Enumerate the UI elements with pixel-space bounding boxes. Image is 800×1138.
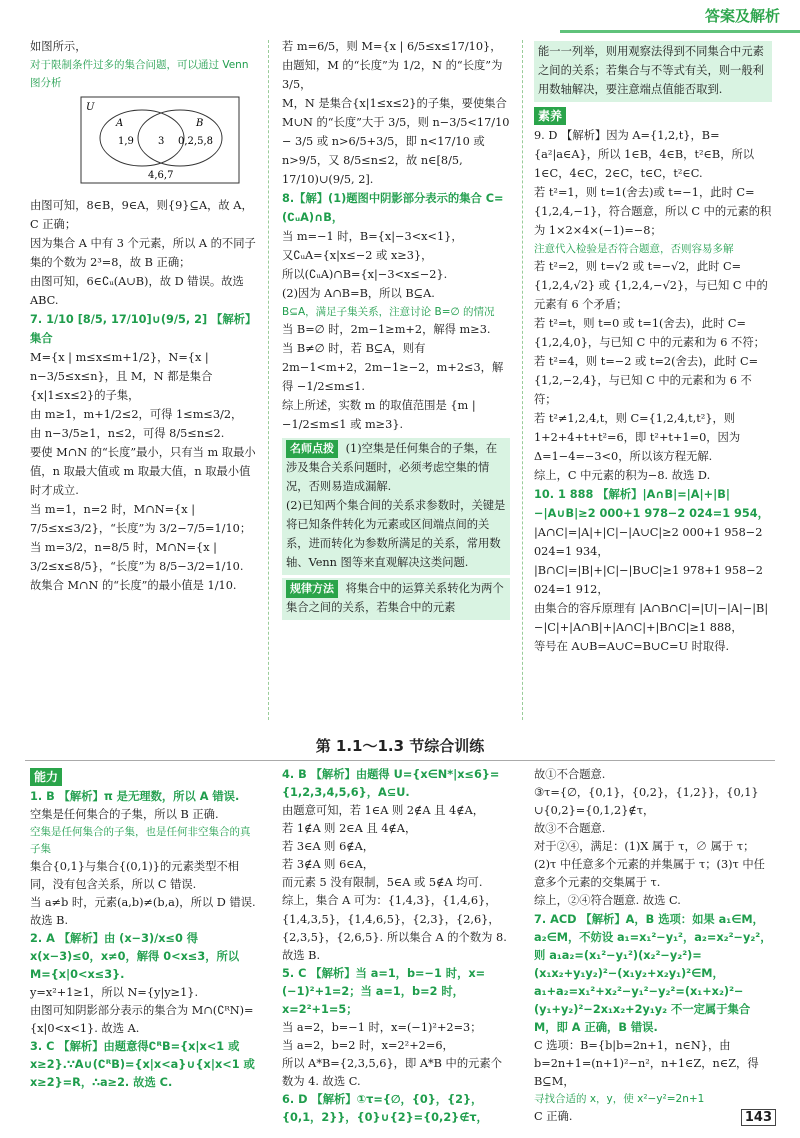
header-rule: [560, 30, 800, 33]
column-divider: [268, 40, 269, 720]
method-box-continued: [534, 41, 772, 102]
text-line: 若 1∉A 则 2∈A 且 4∉A，: [282, 822, 417, 836]
venn-b-only: 0,2,5,8: [178, 136, 213, 148]
text-line: 由图可知，8∈B，9∈A，则{9}⊆A，故 A，C 正确；: [30, 199, 253, 232]
text-line: 综上，集合 A 可为：{1,4,3}，{1,4,6}，{1,4,3,5}，{1,4,6,5}，{2,3}，{2,6}，{2,3,5}，{2,6,5}. 所以集合 A 的个数为 8. 故选 B.: [282, 894, 507, 962]
tip-text: (2)已知两个集合间的关系求参数时，关键是将已知条件转化为元素或区间端点间的关系，进而转化为参数所满足的关系，常用数轴、Venn 图等来直观解决这类问题.: [286, 498, 506, 569]
text-line: 空集是任何集合的子集，所以 B 正确.: [30, 808, 219, 822]
answer-7b: 7. ACD 【解析】A，B 选项：如果 a₁∈M，a₂∈M，不妨设 a₁=x₁²−y₁²，a₂=x₂²−y₂²，则 a₁a₂=(x₁²−y₁²)(x₂²−y₂²)=(x₁x₂+y₁y₂)²−(x₁y₂+x₂y₁)²∈M，a₁+a₂=x₁²+x₂²−y₁²−y₂²=(x₁+x₂)²−(y₁+y₂)²−2x₁x₂+2y₁y₂ 不一定属于集合 M，即 A 正确，B 错误.: [534, 912, 772, 1034]
text-line: 9. D 【解析】因为 A={1,2,t}，B={a²|a∈A}，所以 1∈B，4∈B，t²∈B，所以 1∈C，4∈C，2∈C，t∈C，t²∈C.: [534, 128, 755, 180]
answer-10: 10. 1 888 【解析】|A∩B|=|A|+|B|−|A∪B|≥2 000+1 978−2 024=1 954，: [534, 487, 769, 520]
text-line: 若 t²=4，则 t=−2 或 t=2(舍去)，此时 C={1,2,−2,4}，与已知 C 中的元素和为 6 不符；: [534, 355, 759, 407]
tip-box: [282, 438, 510, 575]
section-rule: [25, 760, 775, 761]
text-line: 故③不合题意.: [534, 822, 606, 836]
text-line: 若 3∈A 则 6∉A，: [282, 840, 375, 854]
text-line: C 选项：B={b|b=2n+1，n∈N}，由 b=2n+1=(n+1)²−n²，n+1∈Z，n∈Z，得 B⊆M，: [534, 1038, 759, 1089]
venn-b: B: [196, 118, 204, 130]
annotation-note: 对于限制条件过多的集合问题，可以通过 Venn 图分析: [30, 58, 249, 89]
venn-a: A: [116, 118, 124, 130]
section-tag: 能力: [30, 768, 62, 786]
text-line: y=x²+1≥1，所以 N={y|y≥1}.: [30, 986, 199, 1000]
method-box: [282, 578, 510, 620]
text-line: 能一一列举，则用观察法得到不同集合中元素之间的关系；若集合与不等式有关，则一般利用数轴解决，要注意端点值能否取到.: [538, 45, 764, 96]
section-tag: 素养: [534, 107, 566, 125]
text-line: 由 n−3/5≥1，n≤2，可得 8/5≤n≤2.: [30, 426, 225, 440]
venn-ab: 3: [158, 136, 165, 148]
tip-text: (1)空集是任何集合的子集，在涉及集合关系问题时，必须考虑空集的情况，否则易造成漏解.: [286, 442, 498, 493]
text-line: 要使 M∩N 的“长度”最小，只有当 m 取最小值，n 取最大值或 m 取最大值，n 取最小值时才成立.: [30, 445, 256, 497]
column-divider: [522, 40, 523, 720]
text-line: ③τ={∅，{0,1}，{0,2}，{1,2}}，{0,1}∪{0,2}={0,1,2}∉τ，: [534, 786, 759, 818]
annotation-note: 寻找合适的 x，y，使 x²−y²=2n+1: [534, 1093, 705, 1106]
text-line: M，N 是集合{x|1≤x≤2}的子集，要使集合 M∪N 的“长度”大于 3/5，则 n−3/5<17/10 − 3/5 或 n>6/5+3/5，即 n<17/10 或 n>9/5，又 8/5≤n≤2，故 n∈[8/5, 17/10)∪(9/5, 2].: [282, 96, 510, 186]
text-line: 若 t²=1，则 t=1(舍去)或 t=−1，此时 C={1,2,4,−1}，符合题意，所以 C 中的元素的积为 1×2×4×(−1)=−8；: [534, 185, 772, 237]
text-line: 集合{0,1}与集合{(0,1)}的元素类型不相同，没有包含关系，所以 C 错误.: [30, 859, 240, 891]
text-line: 当 m=−1 时，B={x|−3<x<1}，: [282, 229, 463, 243]
text-line: 故集合 M∩N 的“长度”的最小值是 1/10.: [30, 578, 237, 592]
text-line: 当 a≠b 时，元素(a,b)≠(b,a)，所以 D 错误. 故选 B.: [30, 895, 256, 927]
text-line: 当 m=1，n=2 时，M∩N={x | 7/5≤x≤3/2}，“长度”为 3/2−7/5=1/10；: [30, 502, 252, 535]
text-line: 因为集合 A 中有 3 个元素，所以 A 的不同子集的个数为 2³=8，故 B 正确；: [30, 237, 256, 270]
annotation-note: 空集是任何集合的子集，也是任何非空集合的真子集: [30, 826, 251, 855]
text-line: 当 B=∅ 时，2m−1≥m+2，解得 m≥3.: [282, 323, 491, 337]
method-text: 将集合中的运算关系转化为两个集合之间的关系，若集合中的元素: [286, 581, 504, 614]
method-box-label: 规律方法: [286, 580, 338, 598]
text-line: 由集合的容斥原理有 |A∩B∩C|=|U|−|A|−|B|−|C|+|A∩B|+|A∩C|+|B∩C|≥1 888，: [534, 601, 769, 634]
text-line: 又∁ᵤA={x|x≤−2 或 x≥3}，: [282, 248, 433, 262]
text-line: M={x | m≤x≤m+1/2}，N={x | n−3/5≤x≤n}，且 M，N 都是集合{x|1≤x≤2}的子集，: [30, 350, 213, 402]
text-line: 综上，②④符合题意. 故选 C.: [534, 894, 681, 908]
text-line: 当 B≠∅ 时，若 B⊆A，则有 2m−1<m+2，2m−1≥−2，m+2≤3，解得 −1/2≤m≤1.: [282, 342, 504, 394]
text-line: 等号在 A∪B=A∪C=B∪C=U 时取得.: [534, 639, 730, 653]
text-line: 所以(∁ᵤA)∩B={x|−3<x≤−2}.: [282, 267, 448, 281]
venn-outside: 4,6,7: [148, 170, 174, 182]
column-1: [30, 38, 258, 596]
text-line: 所以 A*B={2,3,5,6}，即 A*B 中的元素个数为 4. 故选 C.: [282, 1057, 503, 1089]
text-line: 由图可知阴影部分表示的集合为 M∩(∁ᴿN)={x|0<x<1}. 故选 A.: [30, 1004, 254, 1036]
text-line: 若 3∉A 则 6∈A，: [282, 858, 375, 872]
text-line: 当 a=2，b=2 时，x=2²+2=6，: [282, 1038, 454, 1052]
text-line: 对于②④，满足：(1)X 属于 τ，∅ 属于 τ；(2)τ 中任意多个元素的并集属于 τ；(3)τ 中任意多个元素的交集属于 τ.: [534, 840, 765, 890]
text-line: 由图可知，6∈∁ᵤ(A∪B)，故 D 错误。故选 ABC.: [30, 275, 244, 308]
text-line: (2)因为 A∩B=B，所以 B⊆A.: [282, 286, 435, 300]
answer-8: 8.【解】(1)题图中阴影部分表示的集合 C=(∁ᵤA)∩B，: [282, 191, 504, 224]
text-line: 由题意可知，若 1∈A 则 2∉A 且 4∉A，: [282, 804, 485, 818]
text-line: 综上所述，实数 m 的取值范围是 {m | −1/2≤m≤1 或 m≥3}.: [282, 399, 476, 432]
column-2: [282, 38, 510, 623]
venn-a-only: 1,9: [118, 136, 134, 148]
annotation-note: 注意代入检验是否符合题意，否则容易多解: [534, 242, 734, 255]
answer-1: 1. B 【解析】π 是无理数，所以 A 错误.: [30, 790, 240, 803]
bottom-column-3: [534, 766, 772, 1126]
text-line: |B∩C|=|B|+|C|−|B∪C|≥1 978+1 958−2 024=1 912，: [534, 563, 763, 596]
text-line: |A∩C|=|A|+|C|−|A∪C|≥2 000+1 958−2 024=1 934，: [534, 525, 763, 558]
text-line: 若 t²=t，则 t=0 或 t=1(舍去)，此时 C={1,2,4,0}，与已知 C 中的元素和为 6 不符；: [534, 317, 765, 350]
venn-u: U: [86, 102, 95, 114]
answer-4: 4. B 【解析】由题得 U={x∈N*|x≤6}={1,2,3,4,5,6}，A⊆U.: [282, 768, 500, 800]
bottom-column-2: [282, 766, 510, 1127]
tip-box-label: 名师点拨: [286, 440, 338, 458]
page-header-title: 答案及解析: [704, 6, 780, 25]
text-line: 当 a=2，b=−1 时，x=(−1)²+2=3；: [282, 1020, 482, 1034]
page-number: 143: [741, 1109, 776, 1126]
bottom-column-1: [30, 766, 258, 1093]
text-line: 如图所示，: [30, 40, 87, 53]
answer-2: 2. A 【解析】由 (x−3)/x≤0 得 x(x−3)≤0，x≠0，解得 0<x≤3，所以 M={x|0<x≤3}.: [30, 931, 240, 982]
section-title: 第 1.1～1.3 节综合训练: [315, 737, 485, 755]
text-line: 当 m=3/2，n=8/5 时，M∩N={x | 3/2≤x≤8/5}，“长度”为 8/5−3/2=1/10.: [30, 540, 244, 573]
text-line: 故①不合题意.: [534, 768, 606, 781]
text-line: 而元素 5 没有限制，5∈A 或 5∉A 均可.: [282, 876, 483, 890]
answer-6: 6. D 【解析】①τ={∅，{0}，{2}，{0,1，2}}，{0}∪{2}={0,2}∉τ，: [282, 1093, 488, 1125]
text-line: 若 m=6/5，则 M={x | 6/5≤x≤17/10}，由题知，M 的“长度”为 1/2，N 的“长度”为 3/5，: [282, 40, 503, 91]
venn-diagram: [80, 96, 240, 184]
answer-5: 5. C 【解析】当 a=1，b=−1 时，x=(−1)²+1=2；当 a=1，b=2 时，x=2²+1=5；: [282, 966, 486, 1016]
column-3: [534, 38, 772, 657]
text-line: 若 t²≠1,2,4,t，则 C={1,2,4,t,t²}，则 1+2+4+t+t²=6，即 t²+t+1=0，因为 Δ=1−4=−3<0，所以该方程无解.: [534, 412, 741, 464]
annotation-note: B⊆A，满足子集关系，注意讨论 B=∅ 的情况: [282, 305, 495, 318]
text-line: 综上，C 中元素的积为−8. 故选 D.: [534, 469, 711, 482]
answer-7: 7. 1/10 [8/5, 17/10]∪(9/5, 2] 【解析】集合: [30, 313, 257, 345]
text-line: C 正确.: [534, 1109, 573, 1123]
text-line: 若 t²=2，则 t=√2 或 t=−√2，此时 C={1,2,4,√2} 或 {1,2,4,−√2}，与已知 C 中的元素有 6 个矛盾；: [534, 260, 768, 312]
text-line: 由 m≥1，m+1/2≤2，可得 1≤m≤3/2，: [30, 407, 243, 421]
answer-3: 3. C 【解析】由题意得∁ᴿB={x|x<1 或 x≥2}.∵A∪(∁ᴿB)={x|x<a}∪{x|x<1 或 x≥2}=R，∴a≥2. 故选 C.: [30, 1040, 255, 1090]
